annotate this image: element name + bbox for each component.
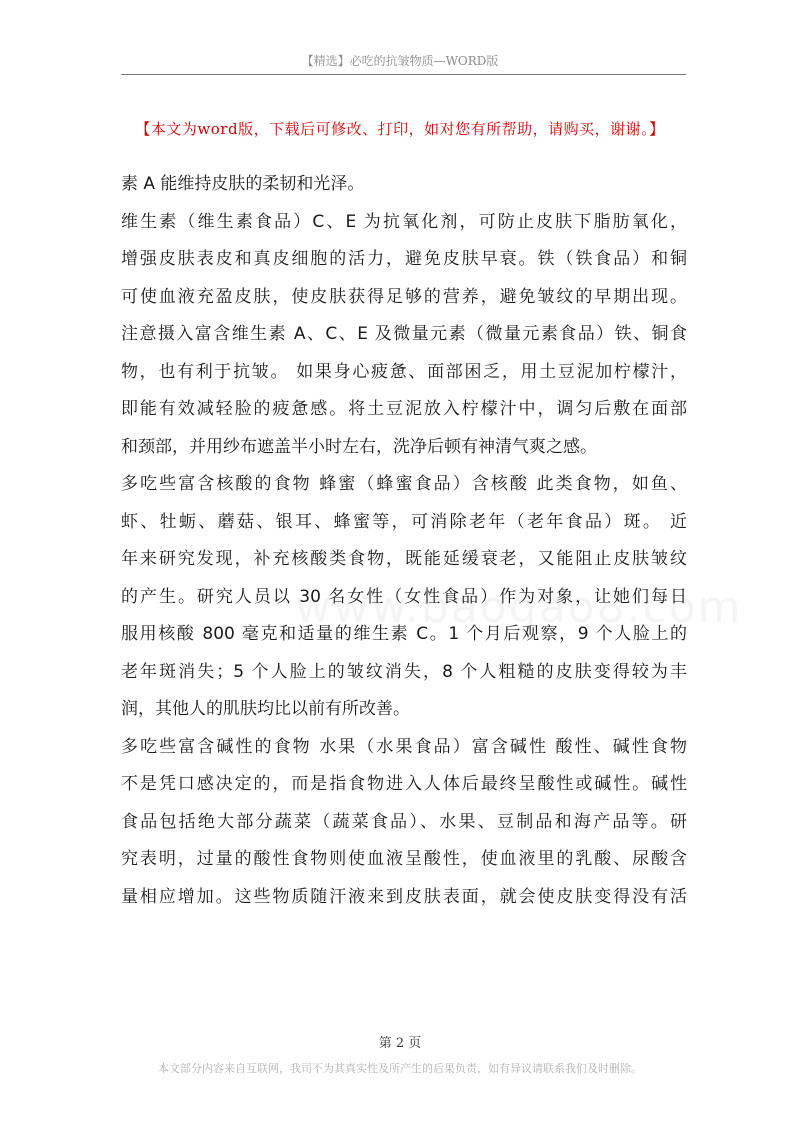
body-line: 润，其他人的肌肤均比以前有所改善。 bbox=[121, 699, 410, 719]
body-line: 素 A 能维持皮肤的柔韧和光泽。 bbox=[121, 174, 365, 194]
body-line: 可使血液充盈皮肤，使皮肤获得足够的营养，避免皱纹的早期出现。 bbox=[121, 286, 687, 307]
body-line: 多吃些富含核酸的食物 蜂蜜（蜂蜜食品）含核酸 此类食物，如鱼、 bbox=[121, 474, 687, 494]
body-line: 老年斑消失；5 个人脸上的皱纹消失，8 个人粗糙的皮肤变得较为丰 bbox=[121, 661, 687, 682]
body-line: 注意摄入富含维生素 A、C、E 及微量元素（微量元素食品）铁、铜食 bbox=[121, 324, 687, 344]
download-notice: 【本文为word版，下载后可修改、打印，如对您有所帮助，请购买，谢谢。】 bbox=[135, 120, 665, 138]
body-line: 的产生。研究人员以 30 名女性（女性食品）作为对象，让她们每日 bbox=[121, 586, 687, 607]
body-line: 食品包括绝大部分蔬菜（蔬菜食品）、水果、豆制品和海产品等。研 bbox=[121, 811, 687, 832]
document-header-title: 【精选】必吃的抗皱物质—WORD版 bbox=[301, 54, 499, 68]
body-line: 即能有效减轻脸的疲惫感。将土豆泥放入柠檬汁中，调匀后敷在面部 bbox=[121, 399, 687, 419]
article-body bbox=[121, 166, 687, 916]
body-line: 多吃些富含碱性的食物 水果（水果食品）富含碱性 酸性、碱性食物 bbox=[121, 736, 687, 757]
body-line: 增强皮肤表皮和真皮细胞的活力，避免皮肤早衰。铁（铁食品）和铜 bbox=[121, 249, 687, 269]
body-line: 物，也有利于抗皱。 如果身心疲惫、面部困乏，用土豆泥加柠檬汁， bbox=[121, 361, 687, 382]
body-line: 不是凭口感决定的，而是指食物进入人体后最终呈酸性或碱性。碱性 bbox=[121, 774, 687, 794]
body-line: 量相应增加。这些物质随汗液来到皮肤表面，就会使皮肤变得没有活 bbox=[121, 886, 687, 907]
body-line: 维生素（维生素食品）C、E 为抗氧化剂，可防止皮肤下脂肪氧化， bbox=[121, 211, 687, 232]
body-line: 服用核酸 800 毫克和适量的维生素 C。1 个月后观察，9 个人脸上的 bbox=[121, 624, 687, 644]
body-line: 虾、牡蛎、蘑菇、银耳、蜂蜜等，可消除老年（老年食品）斑。 近 bbox=[121, 511, 687, 532]
body-line: 究表明，过量的酸性食物则使血液呈酸性，使血液里的乳酸、尿酸含 bbox=[121, 849, 687, 869]
header-divider bbox=[121, 74, 686, 75]
page-number: 第 2 页 bbox=[378, 1036, 422, 1051]
body-line: 和颈部，并用纱布遮盖半小时左右，洗净后顿有神清气爽之感。 bbox=[121, 436, 597, 457]
body-line: 年来研究发现，补充核酸类食物，既能延缓衰老，又能阻止皮肤皱纹 bbox=[121, 549, 687, 569]
footer-disclaimer: 本文部分内容来自互联网，我司不为其真实性及所产生的后果负责，如有异议请联系我们及时删除。 bbox=[158, 1062, 642, 1075]
